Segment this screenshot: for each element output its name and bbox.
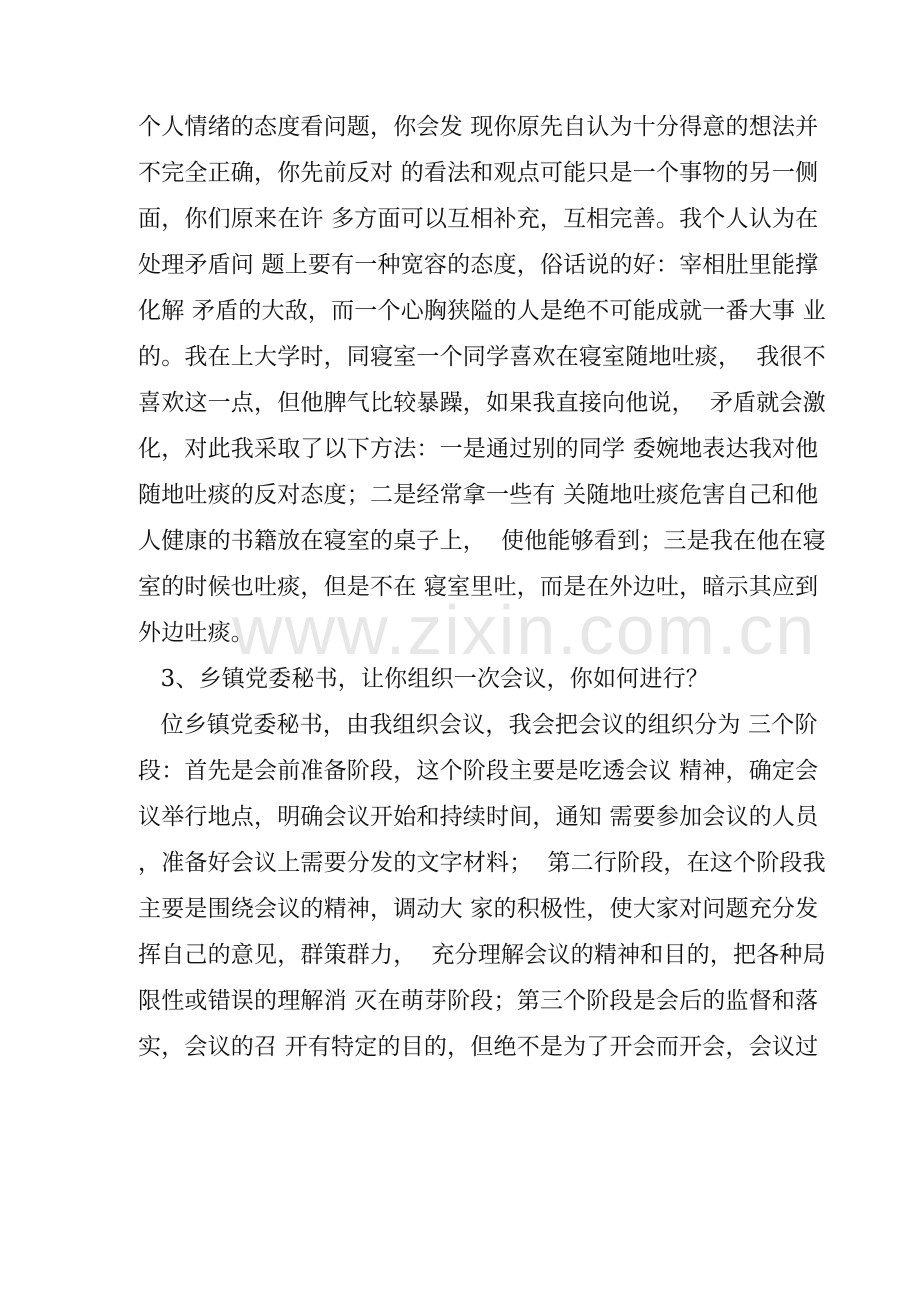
document-body — [138, 104, 838, 1070]
text-line: 处理矛盾问 题上要有一种宽容的态度，俗话说的好：宰相肚里能撑 — [138, 252, 819, 278]
text-line: 随地吐痰的反对态度；二是经常拿一些有 关随地吐痰危害自己和他 — [138, 482, 819, 508]
text-line: 主要是围绕会议的精神，调动大 家的积极性，使大家对问题充分发 — [138, 896, 819, 922]
text-line: 喜欢这一点，但他脾气比较暴躁，如果我直接向他说， 矛盾就会激 — [138, 390, 826, 416]
text-line: 面，你们原来在许 多方面可以互相补充，互相完善。我个人认为在 — [138, 206, 819, 232]
text-line: 限性或错误的理解消 灭在萌芽阶段；第三个阶段是会后的监督和落 — [138, 988, 819, 1014]
watermark: www.zixin.com.cn — [232, 591, 817, 669]
text-line: 化解 矛盾的大敌，而一个心胸狭隘的人是绝不可能成就一番大事 业 — [138, 298, 826, 324]
question-heading: 3、乡镇党委秘书，让你组织一次会议，你如何进行？ — [138, 666, 709, 692]
text-line: 个人情绪的态度看问题，你会发 现你原先自认为十分得意的想法并 — [138, 114, 819, 140]
text-line: 的。我在上大学时，同寝室一个同学喜欢在寝室随地吐痰， 我很不 — [138, 344, 826, 370]
text-line: 段：首先是会前准备阶段，这个阶段主要是吃透会议 精神，确定会 — [138, 758, 819, 784]
text-line: 外边吐痰。 — [138, 620, 254, 646]
text-line: 挥自己的意见，群策群力， 充分理解会议的精神和目的，把各种局 — [138, 942, 826, 968]
text-line: 化，对此我采取了以下方法：一是通过别的同学 委婉地表达我对他 — [138, 436, 819, 462]
text-line: 位乡镇党委秘书，由我组织会议，我会把会议的组织分为 三个阶 — [138, 712, 818, 738]
text-line: 人健康的书籍放在寝室的桌子上， 使他能够看到；三是我在他在寝 — [138, 528, 826, 554]
text-line: 实，会议的召 开有特定的目的，但绝不是为了开会而开会，会议过 — [138, 1034, 819, 1060]
text-line: ，准备好会议上需要分发的文字材料； 第二行阶段，在这个阶段我 — [138, 850, 826, 876]
text-line: 不完全正确，你先前反对 的看法和观点可能只是一个事物的另一侧 — [138, 160, 819, 186]
text-line: 议举行地点，明确会议开始和持续时间，通知 需要参加会议的人员 — [138, 804, 819, 830]
text-line: 室的时候也吐痰，但是不在 寝室里吐，而是在外边吐，暗示其应到 — [138, 574, 819, 600]
